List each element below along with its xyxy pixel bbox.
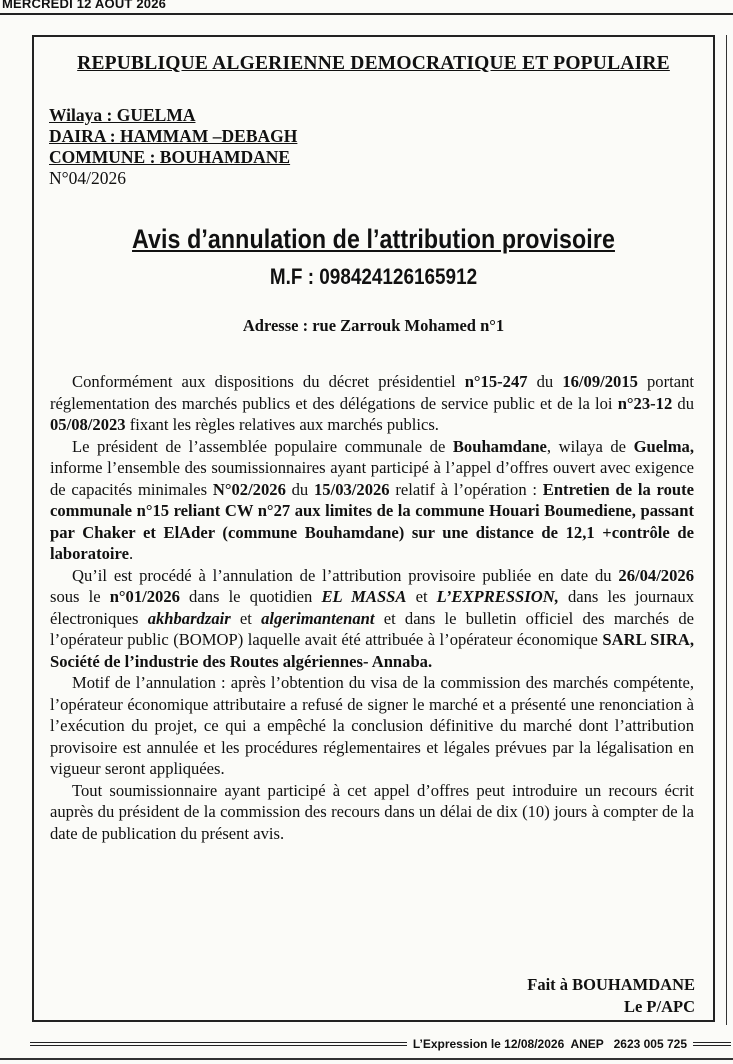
paragraph-2: Le président de l’assemblée populaire communale de Bouhamdane, wilaya de Guelma, informe l’ensemble des soumissionnaires ayant participé à l’appel d’offres ouvert avec exigence de capacités minimales N°02/2026 du 15/03/2026 relatif à l’opération : Entretien de la route communale n°15 reliant CW n°27 aux limites de la commune Houari Boumediene, passant par Chaker et ElAder (commune Bouhamdane) sur une distance de 12,1 +contrôle de laboratoire. (50, 436, 694, 563)
signature-block (527, 974, 695, 1018)
paragraph-4: Motif de l’annulation : après l’obtention du visa de la commission des marchés compétente, l’opérateur économique attributaire a refusé de signer le marché et a présenté une renonciation à l’exécution du projet, ce qui a empêché la conclusion définitive du marché dont l’attribution provisoire est annulée et les procédures réglementaires et légales prévues par la légalisation en vigueur seront appliquées. (50, 673, 694, 778)
wilaya-line: Wilaya : GUELMA (49, 105, 196, 125)
date-header: MERCREDI 12 AOUT 2026 (2, 0, 167, 11)
paragraph-1: Conformément aux dispositions du décret présidentiel n°15-247 du 16/09/2015 portant réglementation des marchés publics et des délégations de service public et de la loi n°23-12 du 05/08/2023 fixant les règles relatives aux marchés publics. (50, 372, 694, 434)
republic-heading: REPUBLIQUE ALGERIENNE DEMOCRATIQUE ET POPULAIRE (77, 53, 670, 74)
footer-rule-left (30, 1042, 407, 1046)
commune-line: COMMUNE : BOUHAMDANE (49, 147, 291, 167)
header-rule (0, 13, 733, 15)
administrative-header (49, 105, 297, 189)
address-line: Adresse : rue Zarrouk Mohamed n°1 (242, 316, 505, 335)
paragraph-5: Tout soumissionnaire ayant participé à cet appel d’offres peut introduire un recours écrit auprès du président de la commission des recours dans un délai de dix (10) jours à compter de la date de publication du présent avis. (50, 780, 694, 843)
fiscal-id: M.F : 098424126165912 (269, 264, 478, 289)
daira-line: DAIRA : HAMMAM –DEBAGH (49, 126, 298, 146)
notice-body (50, 371, 694, 844)
signature-title: Le P/APC (623, 997, 695, 1016)
column-rule (726, 35, 727, 1025)
notice-number: N°04/2026 (49, 168, 126, 188)
footer-text: L’Expression le 12/08/2026 ANEP 2623 005 725 (412, 1037, 687, 1051)
footer-rule-right (693, 1042, 731, 1046)
paragraph-3: Qu’il est procédé à l’annulation de l’attribution provisoire publiée en date du 26/04/2026 sous le n°01/2026 dans le quotidien EL MASSA et L’EXPRESSION, dans les journaux électroniques akhbardzair et algerimantenant et dans le bulletin officiel des marchés de l’opérateur public (BOMOP) laquelle avait été attribuée à l’opérateur économique SARL SIRA, Société de l’industrie des Routes algériennes- Annaba. (50, 565, 694, 671)
bottom-rule (0, 1058, 733, 1060)
footer-bar (30, 1036, 733, 1052)
notice-box (32, 35, 715, 1022)
signature-place: Fait à BOUHAMDANE (527, 975, 695, 994)
notice-title: Avis d’annulation de l’attribution provisoire (132, 224, 615, 254)
